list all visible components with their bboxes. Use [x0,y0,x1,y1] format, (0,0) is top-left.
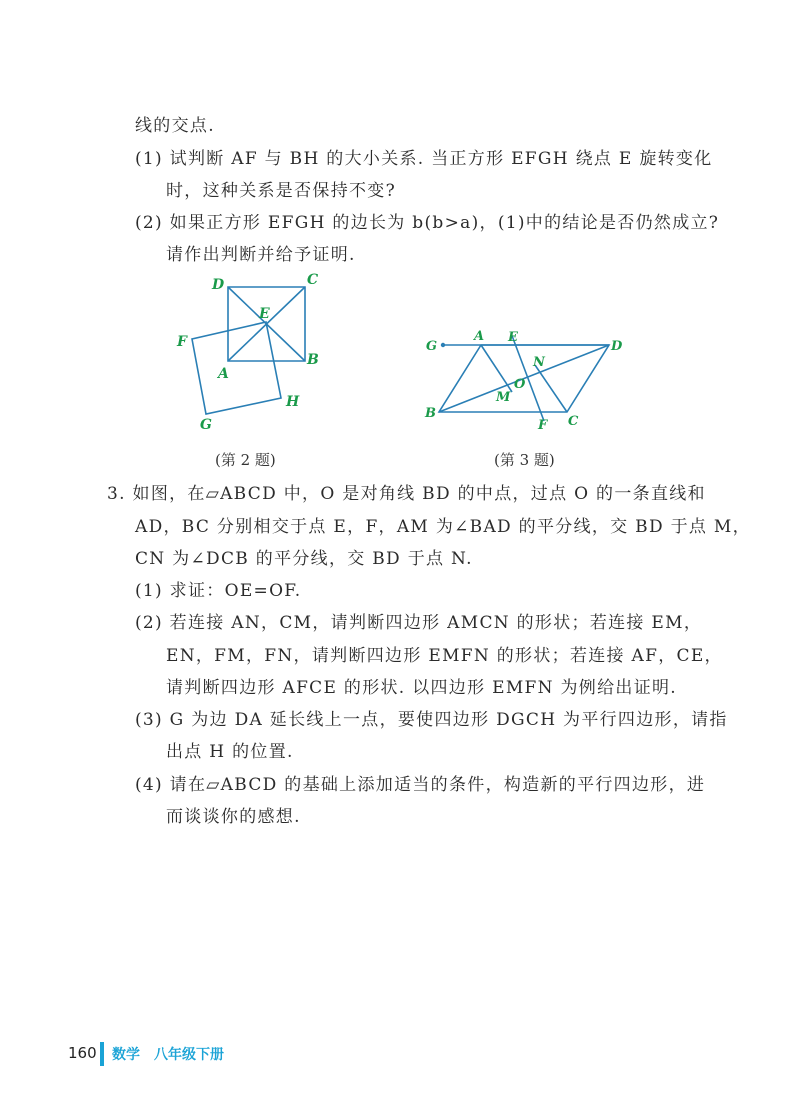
bisector-cn [535,365,567,412]
text-line: (2) 如果正方形 EFGH 的边长为 b(b>a)，(1)中的结论是否仍然成立? [135,213,720,233]
label-d: D [611,339,623,354]
figure-caption: (第 3 题) [494,451,555,469]
figure-problem-2 [160,265,340,445]
label-b: B [425,406,436,421]
label-d: D [212,277,225,293]
label-c: C [568,414,579,429]
label-h: H [286,394,300,410]
text-line: 时，这种关系是否保持不变? [166,181,397,201]
problem-3-line: CN 为∠DCB 的平分线，交 BD 于点 N. [135,549,473,569]
footer-subject: 数学 [112,1047,140,1063]
label-o: O [514,377,526,392]
label-f: F [538,418,548,433]
figure-problem-3 [420,325,630,435]
label-a: A [218,366,229,382]
problem-3-line: 请判断四边形 AFCE 的形状. 以四边形 EMFN 为例给出证明. [166,678,678,698]
text-line: 请作出判断并给予证明. [166,245,356,265]
label-e: E [508,330,518,345]
label-e: E [259,306,270,322]
problem-3-line: AD，BC 分别相交于点 E，F，AM 为∠BAD 的平分线，交 BD 于点 M， [135,517,751,537]
text-line: (1) 试判断 AF 与 BH 的大小关系. 当正方形 EFGH 绕点 E 旋转变化 [135,149,713,169]
problem-3-line: (3) G 为边 DA 延长线上一点，要使四边形 DGCH 为平行四边形，请指 [135,710,728,730]
problem-3-line: (1) 求证：OE=OF. [135,581,302,601]
label-f: F [177,334,187,350]
label-b: B [307,352,319,368]
label-a: A [474,329,485,344]
label-g: G [200,417,212,433]
problem-3-line: (2) 若连接 AN，CM，请判断四边形 AMCN 的形状；若连接 EM， [135,613,703,633]
problem-3-line: 而谈谈你的感想. [166,807,301,827]
label-m: M [496,390,511,405]
text-line: 线的交点. [135,116,215,136]
problem-3-line: EN，FM，FN，请判断四边形 EMFN 的形状；若连接 AF，CE， [166,646,723,666]
problem-3-line: 出点 H 的位置. [166,742,294,762]
label-n: N [533,355,545,370]
point-g [441,343,445,347]
label-g: G [426,339,438,354]
square-efgh [192,322,281,414]
bisector-am [481,345,512,392]
problem-3-line: 3. 如图，在▱ABCD 中，O 是对角线 BD 的中点，过点 O 的一条直线和 [107,484,706,504]
figure-caption: (第 2 题) [215,451,276,469]
footer-grade: 八年级下册 [154,1047,224,1063]
label-c: C [307,272,319,288]
footer-divider [100,1042,104,1066]
page-number: 160 [68,1044,97,1062]
problem-3-line: (4) 请在▱ABCD 的基础上添加适当的条件，构造新的平行四边形，进 [135,775,706,795]
